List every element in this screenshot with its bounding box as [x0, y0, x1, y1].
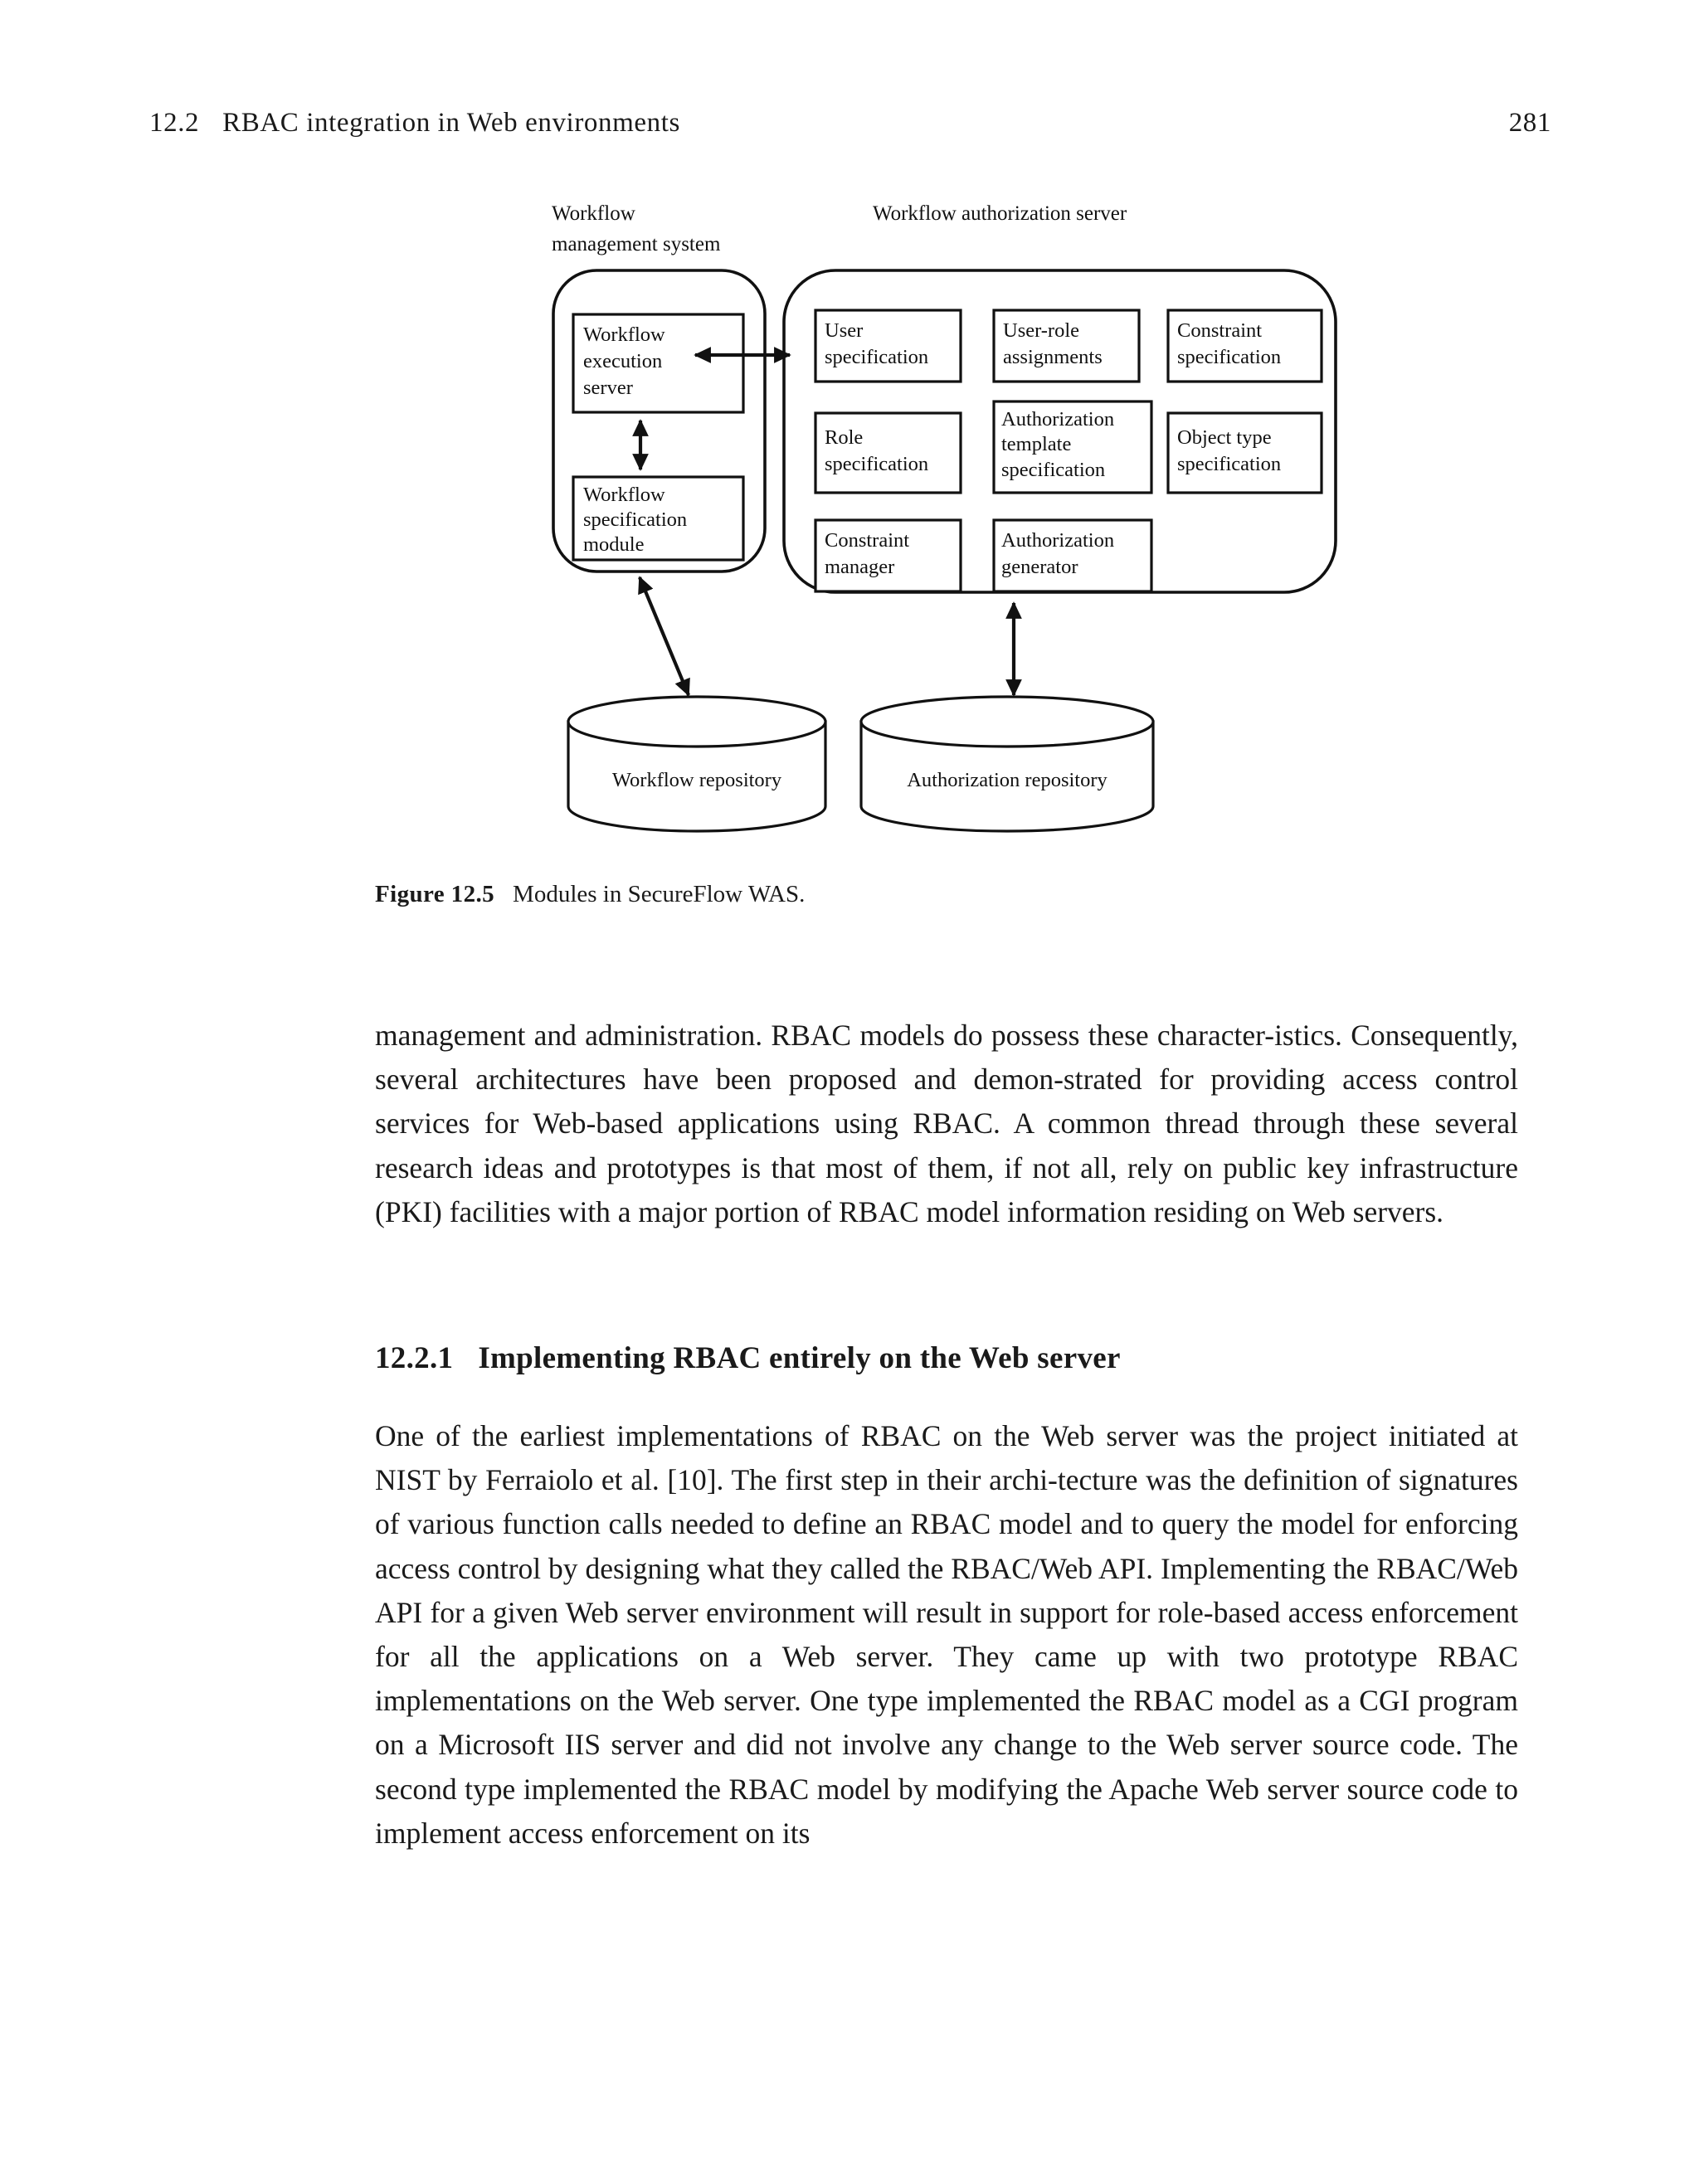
module-us-line2: specification — [825, 346, 929, 368]
module-us-line1: User — [825, 319, 864, 342]
wfms-label-line1: Workflow — [552, 202, 635, 225]
module-ats-line3: specification — [1001, 459, 1106, 481]
repository-workflow-label: Workflow repository — [611, 769, 782, 791]
module-wes-line3: server — [583, 377, 633, 399]
body-column — [375, 1014, 1518, 1856]
paragraph-1: management and administration. RBAC models do possess these character-istics. Consequently, several architectures have been proposed and demon-strated for providing access control services for Web-based applications using RBAC. A common thread through these several research ideas and prototypes is that most of them, if not all, rely on public key infrastructure (PKI) facilities with a major portion of RBAC model information residing on Web servers. — [375, 1019, 1518, 1228]
module-cm-line1: Constraint — [825, 529, 910, 552]
section-heading — [375, 1340, 1518, 1376]
module-wes-line2: execution — [583, 350, 663, 372]
section-heading-number: 12.2.1 — [375, 1341, 454, 1376]
was-label-line1: Workflow authorization server — [873, 202, 1127, 225]
module-cs-line2: specification — [1177, 346, 1282, 368]
figure-caption — [375, 881, 805, 908]
module-ag-line1: Authorization — [1001, 529, 1115, 552]
repository-authorization-label: Authorization repository — [907, 769, 1108, 791]
paragraph-2: One of the earliest implementations of RBAC on the Web server was the project initiated at NIST by Ferraiolo et al. [10]. The first step in their archi-tecture was the definition of signatures of various function calls needed to define an RBAC model and to query the model for enforcing access control by designing what they called the RBAC/Web API. Implementing the RBAC/Web API for a given Web server environment will result in support for role-based access enforcement for all the applications on a Web server. They came up with two prototype RBAC implementations on the Web server. One type implemented the RBAC model as a CGI program on a Microsoft IIS server and did not involve any change to the Web server source code. The second type implemented the RBAC model by modifying the Apache Web server source code to implement access enforcement on its — [375, 1419, 1518, 1850]
running-head-section-title: RBAC integration in Web environments — [222, 108, 680, 138]
running-head — [149, 108, 1551, 139]
was-container-label — [873, 202, 1127, 225]
module-cm-line2: manager — [825, 556, 895, 578]
spacer-before-heading — [375, 1234, 1518, 1340]
module-ura-line1: User-role — [1003, 319, 1080, 342]
module-rs-line1: Role — [825, 426, 864, 449]
module-cs-line1: Constraint — [1177, 319, 1263, 342]
module-wsm-line3: module — [583, 533, 645, 556]
wfms-container-label — [552, 202, 721, 255]
module-wsm-line1: Workflow — [583, 484, 665, 506]
spacer-after-heading — [375, 1376, 1518, 1414]
repository-authorization — [861, 697, 1153, 831]
module-ots-line1: Object type — [1177, 426, 1272, 449]
page-number: 281 — [1508, 108, 1551, 138]
module-wes-line1: Workflow — [583, 323, 665, 346]
module-ura-line2: assignments — [1003, 346, 1103, 368]
repository-workflow — [568, 697, 825, 831]
module-wsm-line2: specification — [583, 508, 688, 531]
module-ag-line2: generator — [1001, 556, 1078, 578]
section-heading-title: Implementing RBAC entirely on the Web server — [478, 1341, 1121, 1376]
figure-caption-tag: Figure 12.5 — [375, 881, 495, 907]
running-head-section-number: 12.2 — [149, 108, 200, 138]
running-head-left — [149, 108, 680, 139]
module-ats-line2: template — [1001, 433, 1072, 455]
figure-caption-text: Modules in SecureFlow WAS. — [513, 881, 806, 907]
wfms-label-line2: management system — [552, 233, 721, 255]
arrow-wsm-to-workflow-repository — [640, 577, 689, 695]
module-ots-line2: specification — [1177, 453, 1282, 475]
figure-diagram — [0, 191, 1699, 863]
figure-12-5 — [0, 191, 1699, 863]
module-ats-line1: Authorization — [1001, 408, 1115, 430]
module-rs-line2: specification — [825, 453, 929, 475]
